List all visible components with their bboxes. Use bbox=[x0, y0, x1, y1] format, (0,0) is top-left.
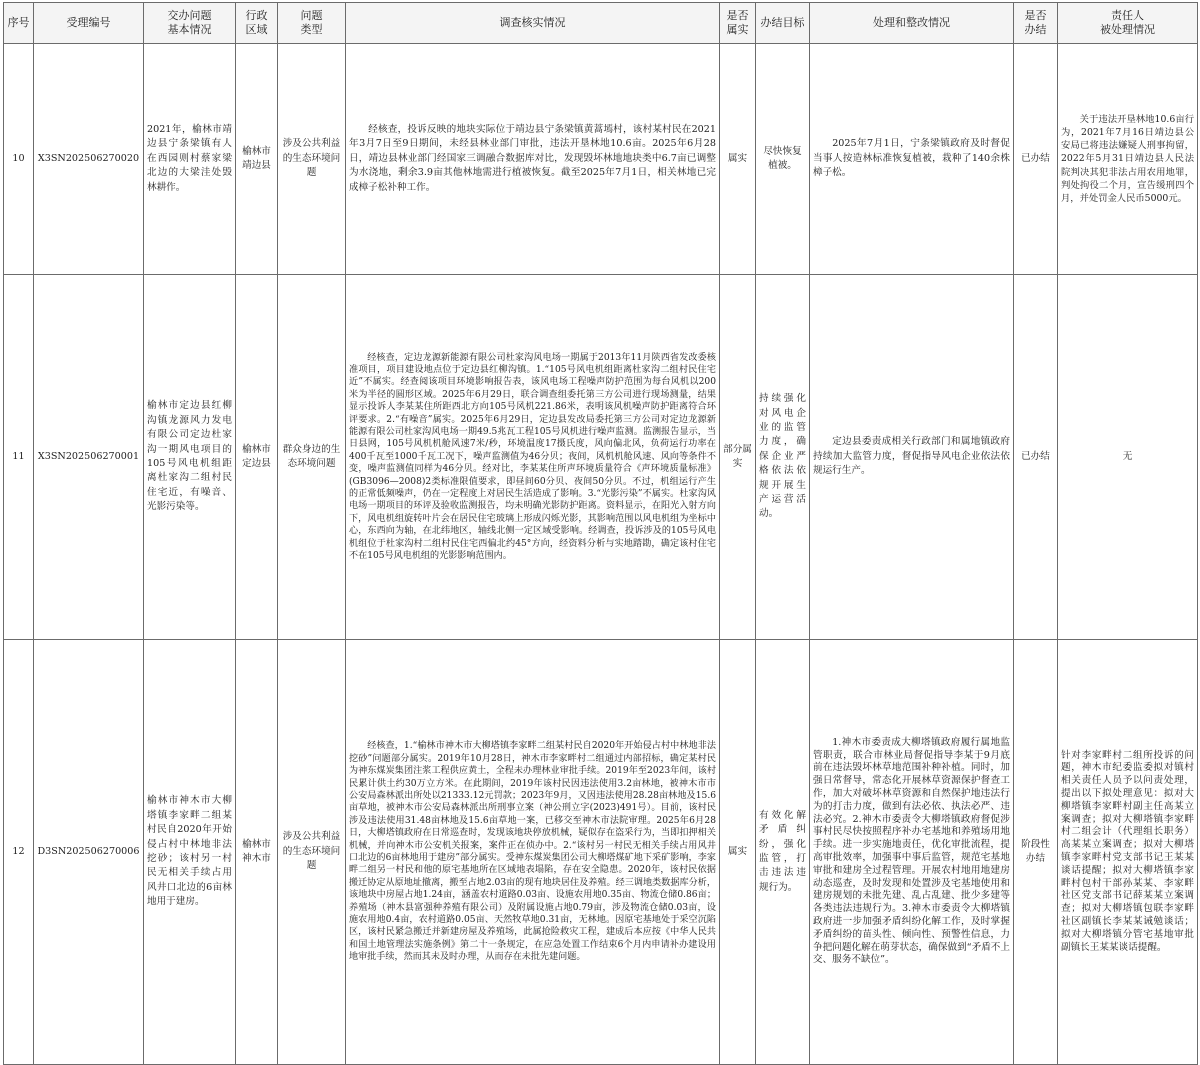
cell-responsible: 无 bbox=[1058, 275, 1198, 640]
header-row bbox=[4, 3, 1198, 44]
cell-region: 榆林市定边县 bbox=[236, 275, 278, 640]
cell-true: 属实 bbox=[720, 640, 756, 1065]
complaint-table bbox=[3, 2, 1198, 1065]
header-basic: 交办问题 基本情况 bbox=[144, 3, 236, 44]
cell-closed: 已办结 bbox=[1014, 44, 1058, 275]
cell-id: D3SN202506270006 bbox=[34, 640, 144, 1065]
table-row bbox=[4, 640, 1198, 1065]
header-handling: 处理和整改情况 bbox=[810, 3, 1014, 44]
cell-seq: 12 bbox=[4, 640, 34, 1065]
cell-closed: 已办结 bbox=[1014, 275, 1058, 640]
cell-basic: 榆林市定边县红柳沟镇龙源风力发电有限公司定边杜家沟一期风电项目的105号风电机组距离杜家沟二组村民住宅近，有噪音、光影污染等。 bbox=[144, 275, 236, 640]
header-type: 问题 类型 bbox=[278, 3, 346, 44]
cell-investigation: 经核查，1.“榆林市神木市大柳塔镇李家畔二组某村民自2020年开始侵占村中林地非法挖砂”问题部分属实。2019年10月28日，神木市李家畔村二组通过内部招标，确定某村民为神东煤炭集团注浆工程供应黄土，全程未办理林业审批手续。2019年至2023年间，该村民累计供土约30万立方米。在此期间，2019年该村民因违法使用3.2亩林地，被神木市市公安局森林派出所处以21333.12元罚款；2023年9月，又因违法使用28.28亩林地及15.6亩草地，被神木市公安局森林派出所刑事立案（神公刑立字(2023)491号）。目前，该村民涉及违法使用31.48亩林地及15.6亩草地一案，已移交至神木市法院审理。2025年6月28日，大柳塔镇政府在日常巡查时，发现该地块停放机械，疑似存在盗采行为，当即扣押相关机械，并向神木市公安机关报案，案件正在侦办中。2.“该村另一村民无相关手续占用风井口北边的6亩林地用于建房”部分属实。受神东煤炭集团公司大柳塔煤矿地下采矿影响，李家畔二组另一村民和他的原宅基地所在区域地表塌陷，存在安全隐患。2020年，该村民依据搬迁协定从原地址撤离，搬至占地2.03亩的现有地块居住及养殖。经三调地类数据库分析，该地块中房屋占地1.24亩，涵盖农村道路0.03亩、设施农用地0.35亩、物流仓储0.86亩；养殖场（神木县富强种养殖有限公司）及附属设施占地0.79亩，涉及物流仓储0.03亩，设施农用地0.4亩，农村道路0.05亩、天然牧草地0.31亩，无林地。因原宅基地处于采空沉陷区，该村民紧急搬迁并新建房屋及养殖场，此属抢险救灾工程，建成后本应按《中华人民共和国土地管理法实施条例》第二十一条规定，在应急处置工作结束6个月内申请补办建设用地审批手续，然而其未及时办理，从而存在未批先建问题。 bbox=[346, 640, 720, 1065]
cell-seq: 10 bbox=[4, 44, 34, 275]
cell-id: X3SN202506270001 bbox=[34, 275, 144, 640]
cell-investigation: 经核查，定边龙源新能源有限公司杜家沟风电场一期属于2013年11月陕西省发改委核准项目，项目建设地点位于定边县红柳沟镇。1.“105号风电机组距离杜家沟二组村民住宅近”不属实。经查阅该项目环境影响报告表，该风电场工程噪声防护范围为每台风机以200米为半径的圆形区域。2025年6月29日，联合调查组委托第三方公司进行现场测量，结果显示投诉人李某某住所距西北方向105号风机221.86米，表明该风机噪声防护距离符合环评要求。2.“有噪音”属实。2025年6月29日，定边县发改局委托第三方公司对定边龙源新能源有限公司杜家沟风电场一期49.5兆瓦工程105号风机进行噪声监测。监测报告显示，当日县网，105号风机机舱风速7米/秒，环境温度17摄氏度，风向偏北风，负荷运行功率在400千瓦至1000千瓦工况下，噪声监测值为46分贝；夜间，风机机舱风速、风向等条件不变，噪声监测值同样为46分贝。经对比，李某某住所声环境质量符合《声环境质量标准》(GB3096—2008)2类标准限值要求，即昼间60分贝、夜间50分贝。不过，机组运行产生的正常低频噪声，仍在一定程度上对居民生活造成了影响。3.“光影污染”不属实。杜家沟风电场一期项目的环评及验收监测报告，均未明确光影防护距离。资料显示，在阳光入射方向下，风电机组旋转叶片会在居民住宅玻璃上形成闪烁光影，其影响范围以风电机组为坐标中心，东西向为轴，在北纬地区，轴线北侧一定区域受影响。经调查，投诉涉及的105号风电机组位于杜家沟村二组村民住宅西偏北约45°方向，经资料分析与实地踏勘，确定该村住宅不在105号风电机组的光影影响范围内。 bbox=[346, 275, 720, 640]
cell-responsible: 针对李家畔村二组所投诉的问题，神木市纪委监委拟对镇村相关责任人员予以问责处理，提出以下拟处理意见：拟对大柳塔镇李家畔村副主任高某立案调查；拟对大柳塔镇李家畔村二组会计（代理组长职务）高某某立案调查；拟对大柳塔镇李家畔村党支部书记王某某谈话提醒；拟对大柳塔镇李家畔村包村干部孙某某、李家畔社区党支部书记薛某某立案调查；拟对大柳塔镇包联李家畔社区副镇长李某某诫勉谈话；拟对大柳塔镇分管宅基地审批副镇长王某某谈话提醒。 bbox=[1058, 640, 1198, 1065]
cell-goal: 尽快恢复植被。 bbox=[756, 44, 810, 275]
header-region: 行政 区域 bbox=[236, 3, 278, 44]
cell-type: 涉及公共利益的生态环境问题 bbox=[278, 640, 346, 1065]
cell-id: X3SN202506270020 bbox=[34, 44, 144, 275]
header-goal: 办结目标 bbox=[756, 3, 810, 44]
cell-responsible: 关于违法开垦林地10.6亩行为，2021年7月16日靖边县公安局已将违法嫌疑人刑事拘留，2022年5月31日靖边县人民法院判决其犯非法占用农用地罪，判处拘役二个月，宣告缓刑四个月，并处罚金人民币5000元。 bbox=[1058, 44, 1198, 275]
header-investigation: 调查核实情况 bbox=[346, 3, 720, 44]
table-row bbox=[4, 44, 1198, 275]
cell-basic: 2021年，榆林市靖边县宁条梁镇有人在西园则村蔡家梁北边的大梁洼处毁林耕作。 bbox=[144, 44, 236, 275]
cell-type: 涉及公共利益的生态环境问题 bbox=[278, 44, 346, 275]
table-row bbox=[4, 275, 1198, 640]
cell-handling: 定边县委责成相关行政部门和属地镇政府持续加大监管力度，督促指导风电企业依法依规运行生产。 bbox=[810, 275, 1014, 640]
cell-type: 群众身边的生态环境问题 bbox=[278, 275, 346, 640]
header-id: 受理编号 bbox=[34, 3, 144, 44]
cell-handling: 2025年7月1日，宁条梁镇政府及时督促当事人按造林标准恢复植被，栽种了140余株樟子松。 bbox=[810, 44, 1014, 275]
cell-closed: 阶段性办结 bbox=[1014, 640, 1058, 1065]
cell-handling: 1.神木市委责成大柳塔镇政府履行属地监管职责，联合市林业局督促指导李某于9月底前在违法毁坏林草地范围补种补植。同时，加强日常督导，常态化开展林草资源保护督查工作，加大对破坏林草资源和自然保护地违法行为的打击力度，做到有法必依、执法必严、违法必究。2.神木市委责令大柳塔镇政府督促涉事村民尽快按照程序补办宅基地和养殖场用地手续。进一步实施地责任，优化审批流程，提高审批效率，加强事中事后监管，规范宅基地审批和建房全过程管理。开展农村地用地建房动态巡查，及时发现和处置涉及宅基地使用和建房规划的未批先建、乱占乱建、批少多建等各类违法违规行为。3.神木市委责令大柳塔镇政府进一步加强矛盾纠纷化解工作，及时掌握矛盾纠纷的苗头性、倾向性、预警性信息，力争把问题化解在萌芽状态，确保做到“矛盾不上交、服务不缺位”。 bbox=[810, 640, 1014, 1065]
cell-region: 榆林市靖边县 bbox=[236, 44, 278, 275]
cell-true: 属实 bbox=[720, 44, 756, 275]
cell-seq: 11 bbox=[4, 275, 34, 640]
cell-region: 榆林市神木市 bbox=[236, 640, 278, 1065]
cell-goal: 持续强化对风电企业的监管力度，确保企业严格依法依规开展生产运营活动。 bbox=[756, 275, 810, 640]
header-responsible: 责任人 被处理情况 bbox=[1058, 3, 1198, 44]
cell-true: 部分属实 bbox=[720, 275, 756, 640]
header-true: 是否 属实 bbox=[720, 3, 756, 44]
header-seq: 序号 bbox=[4, 3, 34, 44]
header-closed: 是否 办结 bbox=[1014, 3, 1058, 44]
cell-goal: 有效化解矛盾纠纷，强化监管，打击违法违规行为。 bbox=[756, 640, 810, 1065]
cell-investigation: 经核查，投诉反映的地块实际位于靖边县宁条梁镇黄蒿墕村，该村某村民在2021年3月7日至9日期间，未经县林业部门审批，违法开垦林地10.6亩。2025年6月28日，靖边县林业部门经国家三调融合数据库对比，发现毁坏林地地块类中6.7亩已调整为水浇地，剩余3.9亩其他林地需进行植被恢复。截至2025年7月1日，相关林地已完成樟子松补种工作。 bbox=[346, 44, 720, 275]
cell-basic: 榆林市神木市大柳塔镇李家畔二组某村民自2020年开始侵占村中林地非法挖砂；该村另一村民无相关手续占用风井口北边的6亩林地用于建房。 bbox=[144, 640, 236, 1065]
